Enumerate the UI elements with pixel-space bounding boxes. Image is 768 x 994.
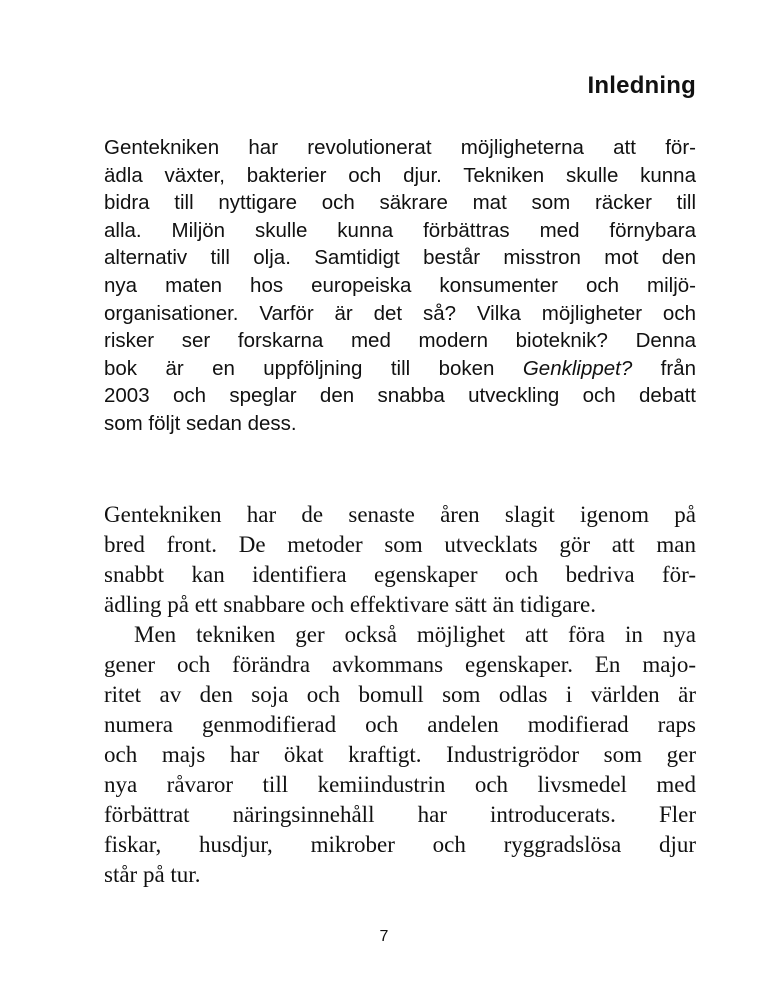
body-line: förbättrat näringsinnehåll har introducerats. Fler: [104, 802, 696, 827]
body-line: ritet av den soja och bomull som odlas i världen är: [104, 682, 696, 707]
body-line: bred front. De metoder som utvecklats gör att man: [104, 532, 696, 557]
lead-line-with-book-title: [104, 355, 696, 383]
body-line: Men tekniken ger också möjlighet att föra in nya: [134, 622, 696, 647]
page-number: 7: [379, 928, 389, 945]
lead-line: risker ser forskarna med modern bioteknik? Denna: [104, 329, 696, 353]
book-title: Genklippet?: [522, 356, 633, 380]
body-line: fiskar, husdjur, mikrober och ryggradslösa djur: [104, 832, 696, 857]
body-line: och majs har ökat kraftigt. Industrigrödor som ger: [104, 742, 696, 767]
body-line: står på tur.: [104, 862, 201, 887]
body-line: snabbt kan identifiera egenskaper och bedriva för-: [104, 562, 696, 587]
lead-line: organisationer. Varför är det så? Vilka möjligheter och: [104, 301, 696, 325]
lead-text: från: [632, 356, 696, 380]
body-line: ädling på ett snabbare och effektivare sätt än tidigare.: [104, 592, 596, 617]
lead-line: nya maten hos europeiska konsumenter och miljö-: [104, 273, 696, 297]
body-line: numera genmodifierad och andelen modifierad raps: [104, 712, 696, 737]
body-line: Gentekniken har de senaste åren slagit igenom på: [104, 502, 696, 527]
lead-line: ädla växter, bakterier och djur. Tekniken skulle kunna: [104, 163, 696, 187]
lead-line: 2003 och speglar den snabba utveckling och debatt: [104, 384, 696, 408]
lead-line: som följt sedan dess.: [104, 411, 297, 435]
chapter-heading: Inledning: [587, 72, 696, 99]
lead-line: alla. Miljön skulle kunna förbättras med förnybara: [104, 218, 696, 242]
body-line: nya råvaror till kemiindustrin och livsmedel med: [104, 772, 696, 797]
lead-line: bidra till nyttigare och säkrare mat som räcker till: [104, 191, 696, 215]
lead-line: Gentekniken har revolutionerat möjligheterna att för-: [104, 136, 696, 159]
body-text: [104, 500, 696, 890]
lead-text: bok är en uppföljning till boken: [104, 356, 523, 380]
lead-paragraph: [104, 134, 696, 438]
lead-line: alternativ till olja. Samtidigt består misstron mot den: [104, 246, 696, 270]
body-line: gener och förändra avkommans egenskaper. En majo-: [104, 652, 696, 677]
